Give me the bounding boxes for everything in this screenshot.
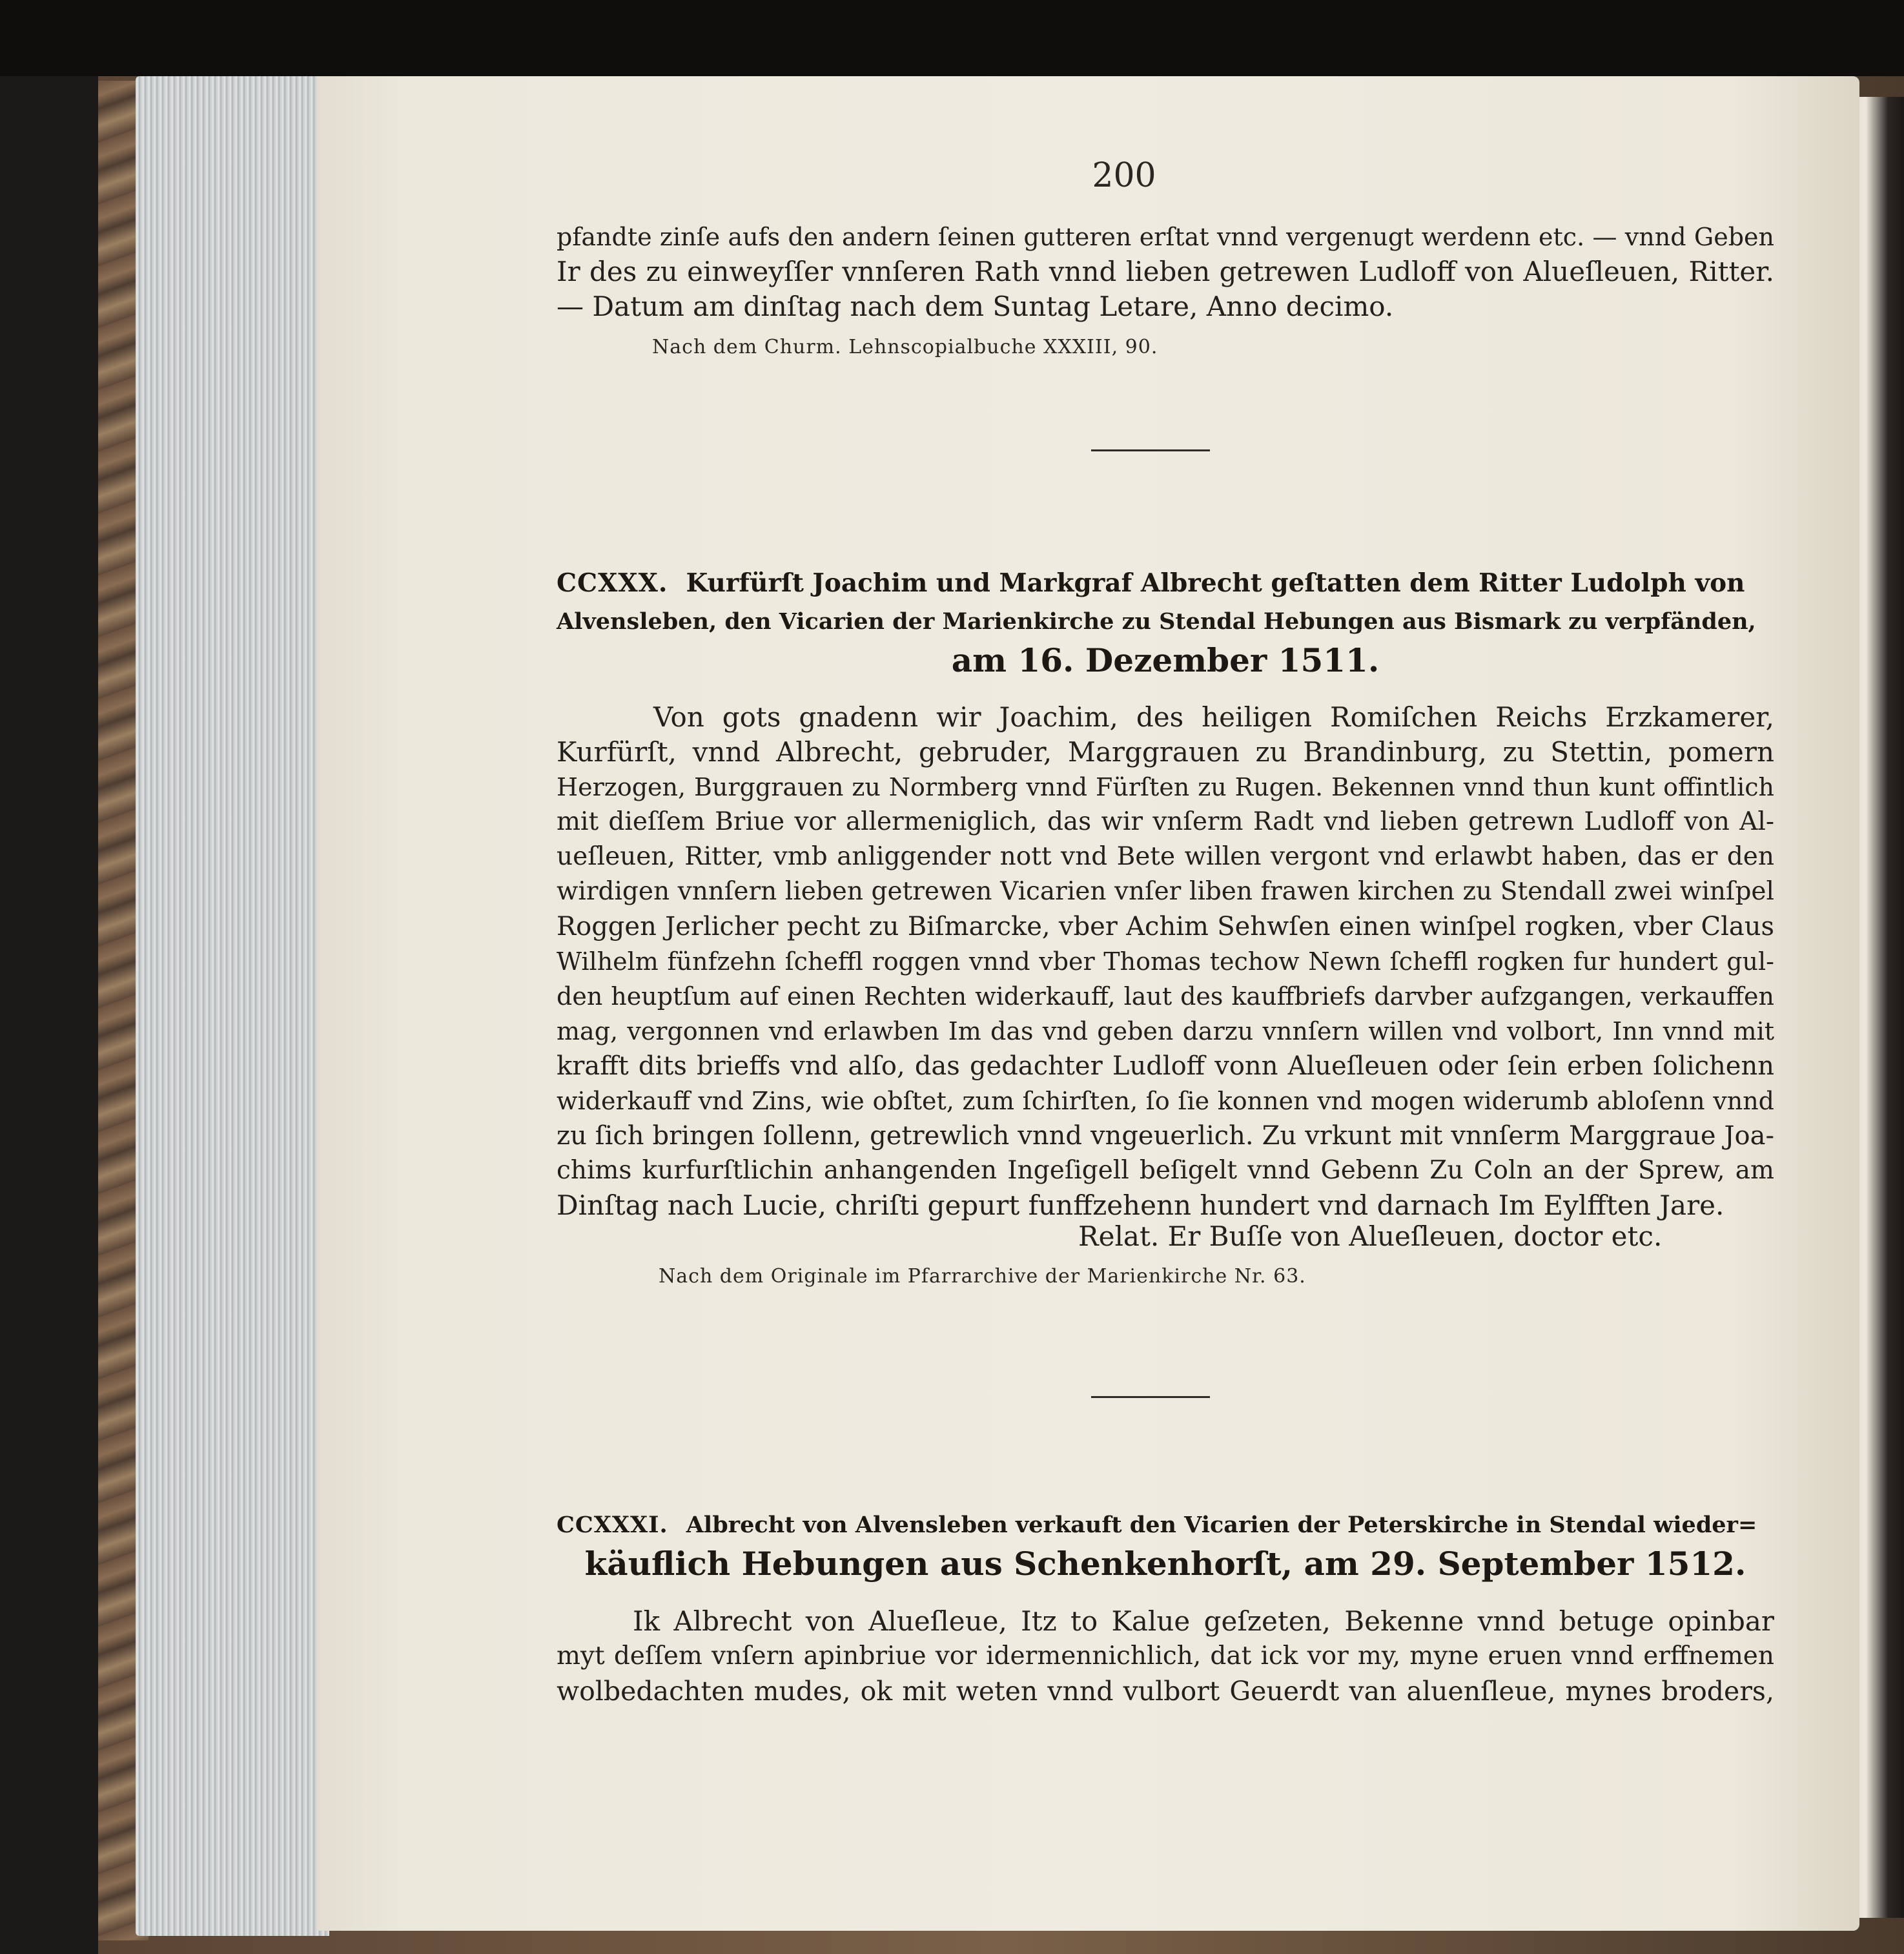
top-source-note: Nach dem Churm. Lehnscopialbuche XXXIII, 90. (652, 336, 1158, 358)
doc-230-body-line: Kurfürſt, vnnd Albrecht, gebruder, Marggrauen zu Brandinburg, zu Stettin, pomern (557, 736, 1774, 768)
doc-230-title-line: am 16. Dezember 1511. (951, 641, 1380, 679)
doc-230-body-line: den heuptſum auf einen Rechten widerkauff, laut des kauffbriefs darvber aufzgangen, verkauffen (557, 982, 1774, 1011)
book-page (316, 76, 1859, 1931)
doc-230-body-line: Roggen Jerlicher pecht zu Biſmarcke, vber Achim Sehwſen einen winſpel rogken, vber Claus (557, 912, 1774, 941)
section-divider (1091, 449, 1210, 451)
top-passage-line: Ir des zu einweyſſer vnnſeren Rath vnnd lieben getrewen Ludloff von Alueſleuen, Ritter. (557, 256, 1774, 287)
doc-231-title-line (557, 1506, 1774, 1545)
doc-231-heading (557, 1506, 1774, 1583)
doc-231-body (557, 1604, 1774, 1709)
doc-230-body-line: krafft dits brieffs vnd alſo, das gedachter Ludloff vonn Alueſleuen oder ſein erben ſolichenn (557, 1051, 1774, 1081)
doc-230-body-line: widerkauff vnd Zins, wie obſtet, zum ſchirſten, ſo ſie konnen vnd mogen widerumb abloſenn vnnd (557, 1087, 1774, 1115)
doc-230-number: CCXXX. (557, 568, 668, 598)
top-passage (557, 220, 1774, 324)
top-passage-line: pfandte zinſe aufs den andern ſeinen gutteren erſtat vnnd vergenugt werdenn etc. — vnnd Geben (557, 223, 1774, 251)
doc-230-body-line: Wilhelm fünfzehn ſcheffl roggen vnnd vber Thomas techow Newn ſcheffl rogken fur hundert gul- (557, 947, 1774, 976)
doc-230-body (557, 700, 1774, 1223)
doc-230-body-line: wirdigen vnnſern lieben getrewen Vicarien vnſer liben frawen kirchen zu Stendall zwei winſpel (557, 877, 1774, 906)
doc-230-body-line: zu ſich bringen ſollenn, getrewlich vnnd vngeuerlich. Zu vrkunt mit vnnſerm Marggraue Joa- (557, 1121, 1774, 1151)
doc-231-body-line: myt deſſem vnſern apinbriue vor idermennichlich, dat ick vor my, myne eruen vnnd erffnemen (557, 1641, 1774, 1671)
doc-230-title-text: Kurfürſt Joachim und Markgraf Albrecht geſtatten dem Ritter Ludolph von (686, 568, 1745, 598)
doc-230-body-line: mit dieſſem Briue vor allermeniglich, das wir vnſerm Radt vnd lieben getrewn Ludloff von Al- (557, 807, 1774, 836)
scanner-background (0, 0, 1904, 76)
doc-230-body-line: mag, vergonnen vnd erlawben Im das vnd geben darzu vnnſern willen vnd volbort, Inn vnnd mit (557, 1017, 1774, 1045)
doc-231-title-line: käuflich Hebungen aus Schenkenhorſt, am 29. September 1512. (584, 1545, 1746, 1583)
doc-230-heading (557, 564, 1774, 680)
doc-230-body-line: chims kurfurſtlichin anhangenden Ingeſigell beſigelt vnnd Gebenn Zu Coln an der Sprew, am (557, 1156, 1774, 1185)
doc-230-title-line (557, 564, 1774, 602)
page-stack-edge (136, 76, 329, 1936)
section-divider (1091, 1396, 1210, 1398)
doc-230-source-note: Nach dem Originale im Pfarrarchive der Marienkirche Nr. 63. (659, 1265, 1306, 1288)
doc-230-body-line: Von gots gnadenn wir Joachim, des heiligen Romiſchen Reichs Erzkamerer, (653, 701, 1774, 733)
doc-230-title-line: Alvensleben, den Vicarien der Marienkirche zu Stendal Hebungen aus Bismark zu verpfänden, (557, 608, 1756, 635)
doc-231-body-line: Ik Albrecht von Alueſleue, Itz to Kalue geſzeten, Bekenne vnnd betuge opinbar (633, 1605, 1774, 1637)
doc-230-signature: Relat. Er Buſſe von Alueſleuen, doctor etc. (1078, 1220, 1663, 1252)
top-passage-line: — Datum am dinſtag nach dem Suntag Letare, Anno decimo. (557, 291, 1394, 322)
page-number: 200 (1092, 156, 1156, 195)
doc-231-body-line: wolbedachten mudes, ok mit weten vnnd vulbort Geuerdt van aluenſleue, mynes broders, (557, 1676, 1774, 1707)
doc-230-body-line: Dinſtag nach Lucie, chriſti gepurt funffzehenn hundert vnd darnach Im Eylfften Jare. (557, 1189, 1725, 1221)
doc-231-title-text: Albrecht von Alvensleben verkauft den Vicarien der Peterskirche in Stendal wieder= (686, 1512, 1757, 1538)
doc-230-body-line: Herzogen, Burggrauen zu Normberg vnnd Fürſten zu Rugen. Bekennen vnnd thun kunt offintlich (557, 773, 1774, 801)
doc-231-number: CCXXXI. (557, 1512, 668, 1538)
doc-230-body-line: ueſleuen, Ritter, vmb anliggender nott vnd Bete willen vergont vnd erlawbt haben, das er den (557, 842, 1774, 871)
